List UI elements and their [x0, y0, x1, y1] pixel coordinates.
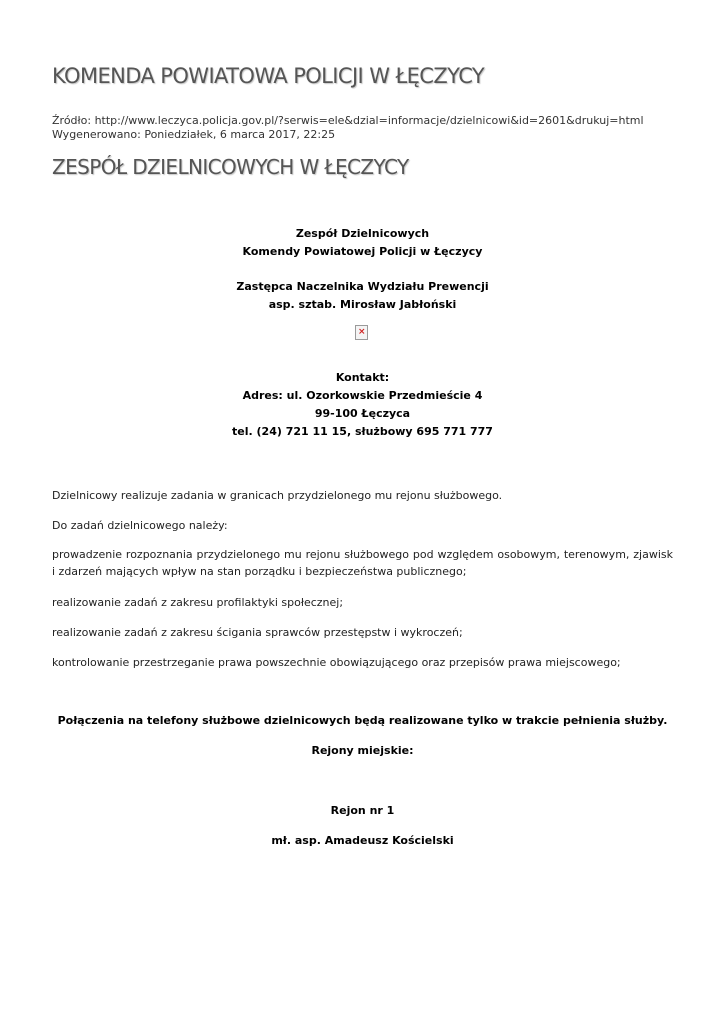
duties-intro: Do zadań dzielnicowego należy: — [52, 519, 228, 532]
team-title: Zespół Dzielnicowych — [295, 227, 430, 240]
urban-regions-label: Rejony miejskie: — [311, 744, 414, 757]
postal-line: 99-100 Łęczyca — [314, 407, 411, 420]
deputy-block — [52, 278, 673, 314]
region-officer: mł. asp. Amadeusz Kościelski — [271, 834, 454, 847]
duty-item: realizowanie zadań z zakresu profilaktyki społecznej; — [52, 596, 344, 609]
duty-item: realizowanie zadań z zakresu ścigania sprawców przestępstw i wykroczeń; — [52, 626, 463, 639]
deputy-name: asp. sztab. Mirosław Jabłoński — [268, 298, 457, 311]
contact-block — [52, 369, 673, 441]
deputy-title: Zastępca Naczelnika Wydziału Prewencji — [236, 280, 489, 293]
duty-item: kontrolowanie przestrzeganie prawa powszechnie obowiązującego oraz przepisów prawa miejscowego; — [52, 656, 621, 669]
source-url-line: Źródło: http://www.leczyca.policja.gov.pl/?serwis=ele&dzial=informacje/dzielnicowi&id=2601&drukuj=html — [52, 114, 644, 127]
phone-notice: Połączenia na telefony służbowe dzielnicowych będą realizowane tylko w trakcie pełnienia służby. — [57, 714, 668, 727]
print-metadata — [52, 114, 644, 142]
intro-paragraph: Dzielnicowy realizuje zadania w granicach przydzielonego mu rejonu służbowego. — [52, 489, 503, 502]
address-line: Adres: ul. Ozorkowskie Przedmieście 4 — [242, 389, 483, 402]
team-header — [52, 225, 673, 261]
region-title: Rejon nr 1 — [330, 804, 395, 817]
phone-line: tel. (24) 721 11 15, służbowy 695 771 777 — [232, 425, 493, 438]
duty-item: prowadzenie rozpoznania przydzielonego mu rejonu służbowego pod względem osobowym, terenowym, zjawisk i zdarzeń mających wpływ na stan porządku i bezpieczeństwa publicznego; — [52, 548, 673, 578]
generated-date-line: Wygenerowano: Poniedziałek, 6 marca 2017, 22:25 — [52, 128, 336, 141]
contact-label: Kontakt: — [335, 371, 390, 384]
team-subtitle: Komendy Powiatowej Policji w Łęczycy — [242, 245, 483, 258]
site-title: KOMENDA POWIATOWA POLICJI W ŁĘCZYCY — [52, 64, 485, 88]
broken-image-icon: × — [355, 325, 368, 340]
page-heading: ZESPÓŁ DZIELNICOWYCH W ŁĘCZYCY — [52, 155, 409, 179]
